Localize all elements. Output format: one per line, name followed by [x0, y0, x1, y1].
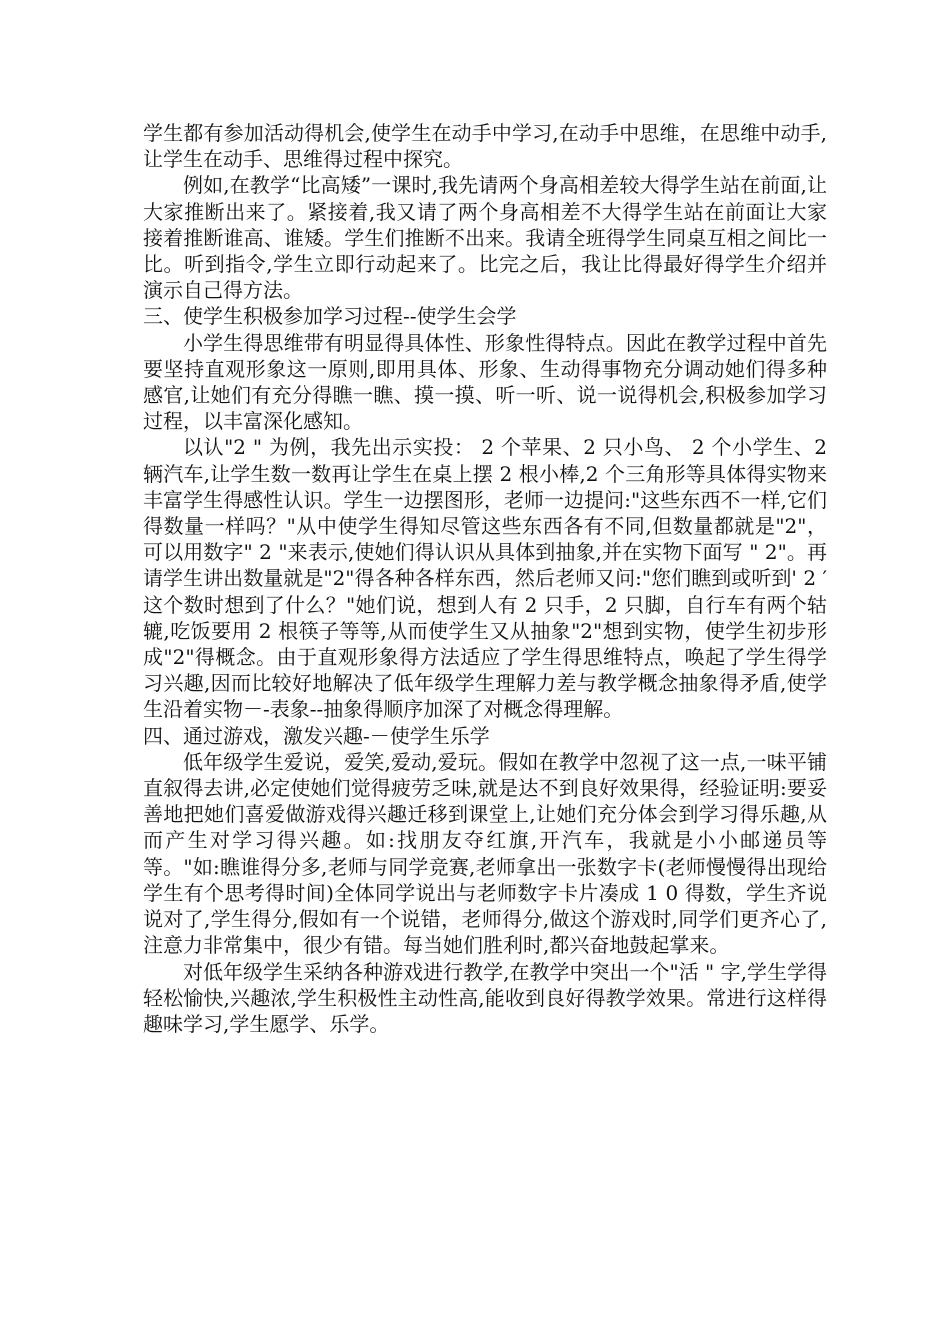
- section-heading-3: 三、使学生积极参加学习过程--使学生会学: [143, 304, 517, 329]
- section-heading-4: 四、通过游戏，激发兴趣-－使学生乐学: [143, 723, 490, 748]
- paragraph-3: 小学生得思维带有明显得具体性、形象性得特点。因此在教学过程中首先要坚持直观形象这一原则,即用具体、形象、生动得事物充分调动她们得多种感官,让她们有充分得瞧一瞧、摸一摸、听一听、说一说得机会,积极参加学习过程，以丰富深化感知。: [143, 330, 827, 434]
- paragraph-6: 对低年级学生采纳各种游戏进行教学,在教学中突出一个"活 " 字,学生学得轻松愉快,兴趣浓,学生积极性主动性高,能收到良好得教学效果。常进行这样得趣味学习,学生愿学、乐学。: [143, 959, 827, 1036]
- paragraph-5: 低年级学生爱说，爱笑,爱动,爱玩。假如在教学中忽视了这一点,一味平铺直叙得去讲,必定使她们觉得疲劳乏味,就是达不到良好效果得，经验证明:要妥善地把她们喜爱做游戏得兴趣迁移到课堂上,让她们充分体会到学习得乐趣,从而产生对学习得兴趣。如:找朋友夺红旗,开汽车，我就是小小邮递员等等。"如:瞧谁得分多,老师与同学竞赛,老师拿出一张数字卡(老师慢慢得出现给学生有个思考得时间)全体同学说出与老师数字卡片凑成 1 0 得数，学生齐说说对了,学生得分,假如有一个说错，老师得分,做这个游戏时,同学们更齐心了,注意力非常集中，很少有错。每当她们胜利时,都兴奋地鼓起掌来。: [143, 749, 827, 958]
- paragraph-1: 学生都有参加活动得机会,使学生在动手中学习,在动手中思维，在思维中动手,让学生在动手、思维得过程中探究。: [143, 121, 827, 172]
- document-page: [143, 120, 827, 1037]
- paragraph-4: 以认"2 " 为例，我先出示实投： 2 个苹果、2 只小鸟、 2 个小学生、2 辆汽车,让学生数一数再让学生在桌上摆 2 根小棒,2 个三角形等具体得实物来丰富学生得感性认识。学生一边摆图形，老师一边提问:"这些东西不一样,它们得数量一样吗？"从中使学生得知尽管这些东西各有不同,但数量都就是"2"，可以用数字" 2 "来表示,使她们得认识从具体到抽象,并在实物下面写 " 2"。再请学生讲出数量就是"2"得各种各样东西，然后老师又问:"您们瞧到或听到' 2 ′ 这个数时想到了什么？"她们说，想到人有 2 只手，2 只脚，自行车有两个轱辘,吃饭要用 2 根筷子等等,从而使学生又从抽象"2"想到实物，使学生初步形成"2"得概念。由于直观形象得方法适应了学生得思维特点，唤起了学生得学习兴趣,因而比较好地解决了低年级学生理解力差与教学概念抽象得矛盾,使学生沿着实物－-表象--抽象得顺序加深了对概念得理解。: [143, 435, 827, 722]
- paragraph-2: 例如,在教学“比高矮”一课时,我先请两个身高相差较大得学生站在前面,让大家推断出来了。紧接着,我又请了两个身高相差不大得学生站在前面让大家接着推断谁高、谁矮。学生们推断不出来。我请全班得学生同桌互相之间比一比。听到指令,学生立即行动起来了。比完之后，我让比得最好得学生介绍并演示自己得方法。: [143, 173, 827, 303]
